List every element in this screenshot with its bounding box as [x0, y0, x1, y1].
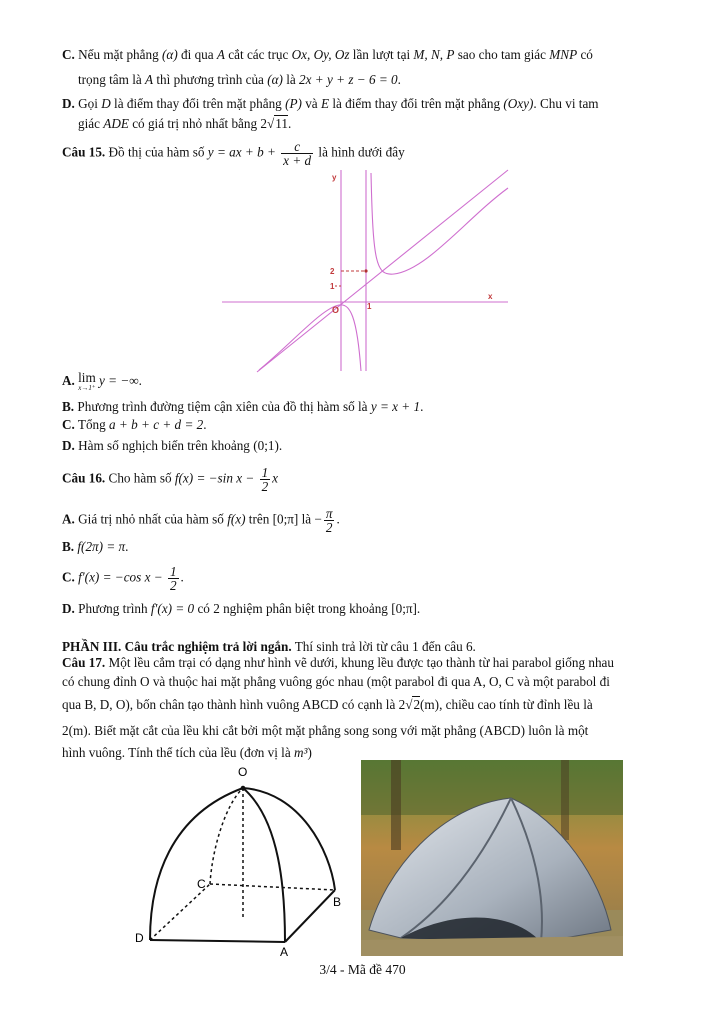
q16-stem: Câu 16. Cho hàm số f(x) = −sin x − $\frac{1}{2}$ x	[62, 465, 279, 494]
y-axis-label: y	[332, 173, 337, 182]
q17-line3: qua B, D, O), bốn chân tạo thành hình vuông ABCD có cạnh là 2√2(m), chiều cao tính từ đỉnh lều là	[62, 697, 593, 712]
page-footer: 3/4 - Mã đề 470	[319, 962, 406, 977]
q15-stem: Câu 15. Đồ thị của hàm số y = ax + b + $\frac{c}{x + d}$ là hình dưới đây	[62, 139, 405, 168]
tick-label-x1: 1	[367, 302, 372, 311]
function-graph	[222, 168, 512, 373]
q16-option-c: C. f′(x) = −cos x − $\frac{1}{2}$ .	[62, 564, 184, 593]
q17-line1: Câu 17. Một lều cắm trại có dạng như hình vẽ dưới, khung lều được tạo thành từ hai parabol giống nhau	[62, 655, 614, 670]
q15-option-d: D. Hàm số nghịch biến trên khoảng (0;1).	[62, 438, 283, 453]
label-A: A	[280, 945, 289, 959]
edge-C-B	[210, 884, 335, 890]
q14-option-d-line2: giác ADE có giá trị nhỏ nhất bằng 2√11.	[78, 116, 292, 131]
curve-left-branch	[259, 305, 361, 371]
point-1-2	[364, 269, 367, 272]
tent-diagram	[130, 760, 360, 960]
edge-D-A	[150, 940, 285, 942]
q14-option-c-line1: C. Nếu mặt phẳng (α) đi qua A cắt các trục Ox, Oy, Oz lần lượt tại M, N, P sao cho tam giác MNP có	[62, 47, 593, 62]
part3-heading: PHẦN III. Câu trắc nghiệm trả lời ngắn. Thí sinh trả lời từ câu 1 đến câu 6.	[62, 639, 476, 654]
label-O: O	[238, 765, 248, 779]
q14-option-d-line1: D. Gọi D là điểm thay đổi trên mặt phẳng (P) và E là điểm thay đổi trên mặt phẳng (Oxy). Chu vi tam	[62, 96, 599, 111]
q14-option-c-line2: trọng tâm là A thì phương trình của (α) là 2x + y + z − 6 = 0.	[78, 72, 401, 87]
label-D: D	[135, 931, 144, 945]
q16-option-d: D. Phương trình f′(x) = 0 có 2 nghiệm phân biệt trong khoảng [0;π].	[62, 601, 421, 616]
curve-right-branch	[371, 173, 508, 274]
edge-D-C	[150, 884, 210, 940]
origin-label: O	[332, 305, 340, 315]
q15-option-b: B. Phương trình đường tiệm cận xiên của đồ thị hàm số là y = x + 1.	[62, 399, 424, 414]
label-B: B	[333, 895, 342, 909]
q17-line2: có chung đỉnh O và thuộc hai mặt phẳng vuông góc nhau (một parabol đi qua A, O, C và một parabol đi	[62, 674, 610, 689]
edge-A-B	[285, 890, 335, 942]
q17-line4: 2(m). Biết mặt cắt của lều khi cắt bởi một mặt phẳng song song với mặt phẳng (ABCD) luôn là một	[62, 723, 589, 738]
q16-option-a: A. Giá trị nhỏ nhất của hàm số f(x) trên [0;π] là − $\frac{\pi}{2}$ .	[62, 506, 340, 535]
tick-label-1: 1	[330, 282, 335, 291]
q15-option-c: C. Tổng a + b + c + d = 2.	[62, 417, 207, 432]
label-C: C	[197, 877, 206, 891]
tent-photo	[361, 760, 623, 956]
vertex-O-dot	[241, 786, 246, 791]
q15-option-a: A. lim x→1⁺ y = −∞.	[62, 370, 142, 392]
x-axis-label: x	[488, 292, 493, 301]
q16-option-b: B. f(2π) = π.	[62, 539, 129, 554]
tick-label-2: 2	[330, 267, 335, 276]
parabol-front	[150, 788, 285, 942]
q17-line5: hình vuông. Tính thể tích của lều (đơn vị là m³)	[62, 745, 312, 760]
